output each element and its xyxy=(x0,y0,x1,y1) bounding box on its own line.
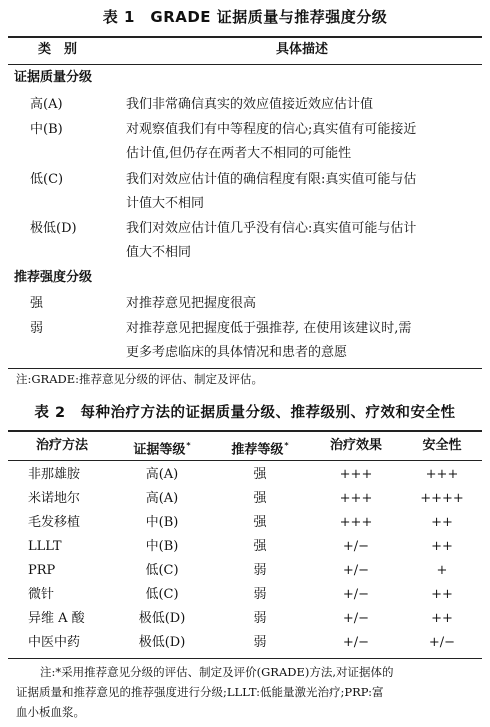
table2-header-evidence: 证据等级* xyxy=(133,441,191,458)
table2-method-cell: 米诺地尔 xyxy=(28,491,81,506)
table1-description: 我们对效应估计值的确信程度有限:真实值可能与估 xyxy=(126,172,417,187)
table2-method-cell: 微针 xyxy=(28,587,55,602)
table2-method-cell: PRP xyxy=(28,563,56,578)
table1-section-quality: 证据质量分级 xyxy=(14,70,93,85)
table2-recommendation-cell: 弱 xyxy=(253,587,267,602)
table2-note-line: 证据质量和推荐意见的推荐强度进行分级;LLLT:低能量激光治疗;PRP:富 xyxy=(16,685,384,699)
table2-note-line: 注:*采用推荐意见分级的评估、制定及评价(GRADE)方法,对证据体的 xyxy=(40,665,394,679)
table1-level: 中(B) xyxy=(30,122,63,137)
table2-efficacy-cell: +/− xyxy=(342,539,370,554)
table2-recommendation-cell: 弱 xyxy=(253,563,267,578)
table2-recommendation-cell: 强 xyxy=(253,467,267,482)
table1-level: 弱 xyxy=(30,321,44,336)
table2-evidence-cell: 极低(D) xyxy=(138,635,186,650)
table1-description: 对观察值我们有中等程度的信心;真实值有可能接近 xyxy=(126,122,417,137)
table1-description: 更多考虑临床的具体情况和患者的意愿 xyxy=(126,345,348,360)
table2-safety-cell: ++ xyxy=(431,539,453,554)
table2-efficacy-cell: +++ xyxy=(339,491,373,506)
table1-description: 值大不相同 xyxy=(126,245,192,260)
table1-description: 我们非常确信真实的效应值接近效应估计值 xyxy=(126,97,374,112)
table2-title: 表 2 每种治疗方法的证据质量分级、推荐级别、疗效和安全性 xyxy=(34,405,456,421)
table2-recommendation-cell: 强 xyxy=(253,539,267,554)
table1-header-category: 类 别 xyxy=(38,42,78,57)
table1-title: 表 1 GRADE 证据质量与推荐强度分级 xyxy=(102,8,388,26)
table1-note: 注:GRADE:推荐意见分级的评估、制定及评估。 xyxy=(16,372,264,386)
table2-header-method: 治疗方法 xyxy=(35,438,88,453)
table1-description: 对推荐意见把握度很高 xyxy=(126,296,257,311)
table2-method-cell: 异维 A 酸 xyxy=(28,611,85,626)
table2-evidence-cell: 中(B) xyxy=(145,515,179,530)
table2-evidence-cell: 极低(D) xyxy=(138,611,186,626)
table2-evidence-cell: 低(C) xyxy=(145,587,179,602)
table1-level: 强 xyxy=(30,296,44,311)
table2-safety-cell: ++ xyxy=(431,515,453,530)
table2-recommendation-cell: 弱 xyxy=(253,635,267,650)
table1-description: 计值大不相同 xyxy=(126,196,205,211)
table2-top-rule xyxy=(8,430,482,432)
table2-method-cell: 中医中药 xyxy=(28,635,81,650)
table1-level: 高(A) xyxy=(30,97,63,112)
table2-efficacy-cell: +/− xyxy=(342,563,370,578)
table2-safety-cell: ++ xyxy=(431,587,453,602)
table2-efficacy-cell: +/− xyxy=(342,587,370,602)
table2-recommendation-cell: 弱 xyxy=(253,611,267,626)
table2-efficacy-cell: +/− xyxy=(342,611,370,626)
table2-method-cell: 毛发移植 xyxy=(28,515,81,530)
table1-level: 低(C) xyxy=(30,172,64,187)
table1-description: 我们对效应估计值几乎没有信心:真实值可能与估计 xyxy=(126,221,417,236)
table2-header-efficacy: 治疗效果 xyxy=(329,438,382,453)
table2-method-cell: LLLT xyxy=(28,539,62,554)
table2-evidence-cell: 高(A) xyxy=(145,491,179,506)
table2-evidence-cell: 高(A) xyxy=(145,467,179,482)
table2-bottom-rule xyxy=(8,658,482,659)
table2-header-rule xyxy=(8,460,482,461)
table1-top-rule xyxy=(8,36,482,38)
table2-evidence-cell: 中(B) xyxy=(145,539,179,554)
table1-description: 估计值,但仍存在两者大不相同的可能性 xyxy=(126,146,352,161)
table1-description: 对推荐意见把握度低于强推荐, 在使用该建议时,需 xyxy=(126,321,412,336)
table2-header-recommendation: 推荐等级* xyxy=(231,441,289,458)
table2-recommendation-cell: 强 xyxy=(253,491,267,506)
table2-efficacy-cell: +/− xyxy=(342,635,370,650)
table1-header-rule xyxy=(8,64,482,65)
table2-header-safety: 安全性 xyxy=(422,438,462,453)
table2-efficacy-cell: +++ xyxy=(339,467,373,482)
table2-safety-cell: ++ xyxy=(431,611,453,626)
table2-note-line: 血小板血浆。 xyxy=(16,705,85,719)
table1-bottom-rule xyxy=(8,368,482,369)
table2-evidence-cell: 低(C) xyxy=(145,563,179,578)
table1-section-strength: 推荐强度分级 xyxy=(14,270,93,285)
table1-header-description: 具体描述 xyxy=(276,42,329,57)
table2-safety-cell: + xyxy=(436,563,448,578)
table1-level: 极低(D) xyxy=(30,221,77,236)
table2-safety-cell: ++++ xyxy=(420,491,464,506)
table2-safety-cell: +++ xyxy=(425,467,459,482)
table2-recommendation-cell: 强 xyxy=(253,515,267,530)
table2-method-cell: 非那雄胺 xyxy=(28,467,81,482)
table2-efficacy-cell: +++ xyxy=(339,515,373,530)
table2-safety-cell: +/− xyxy=(428,635,456,650)
